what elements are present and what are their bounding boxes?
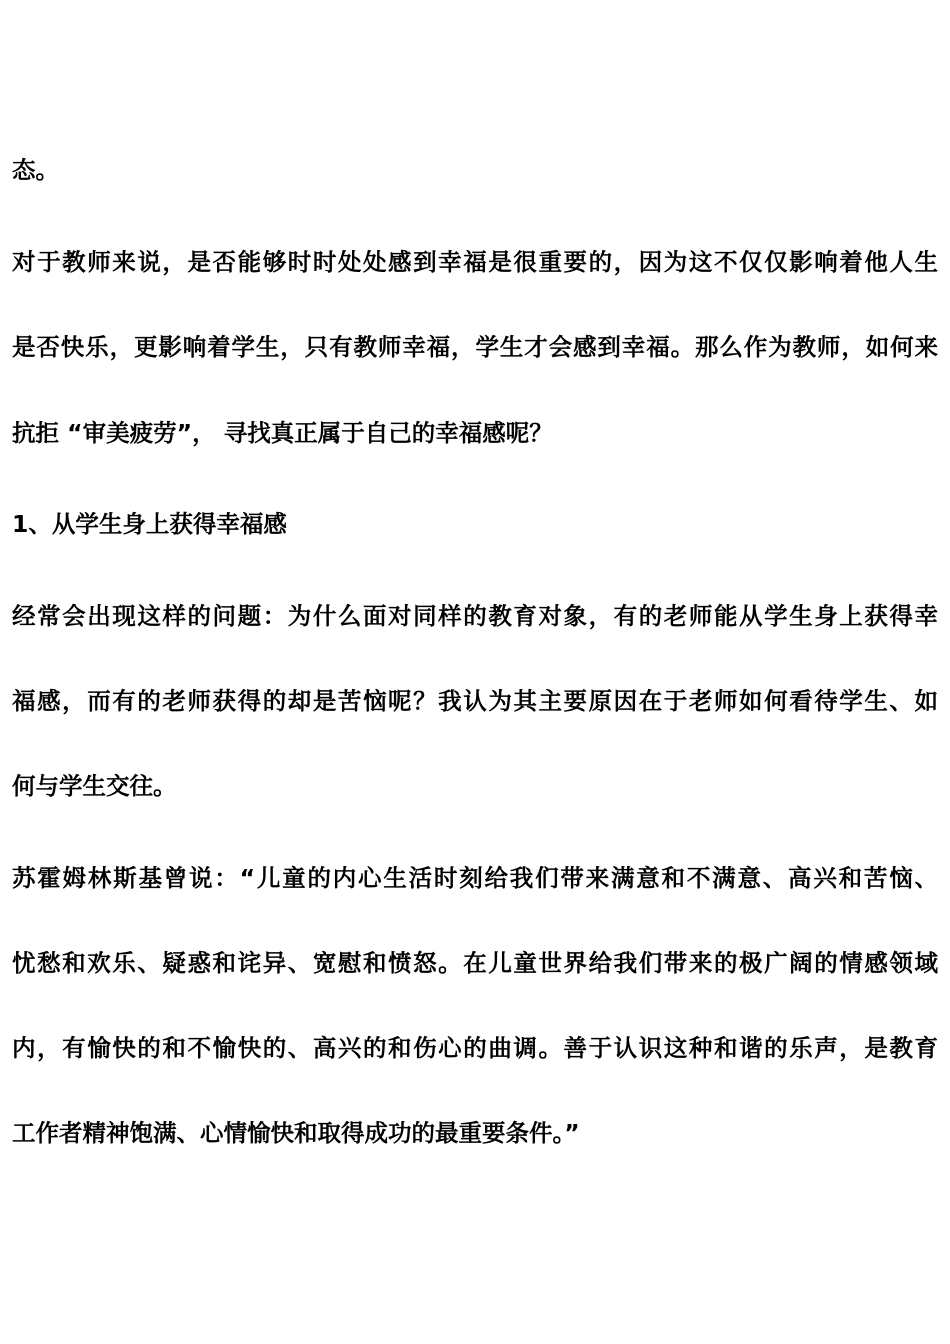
paragraph-line: 福感，而有的老师获得的却是苦恼呢？我认为其主要原因在于老师如何看待学生、如 (12, 687, 938, 715)
paragraph-line: 是否快乐，更影响着学生，只有教师幸福，学生才会感到幸福。那么作为教师，如何来 (12, 333, 938, 361)
paragraph-line: 对于教师来说，是否能够时时处处感到幸福是很重要的，因为这不仅仅影响着他人生 (12, 248, 938, 276)
paragraph-line: 抗拒 “审美疲劳”， 寻找真正属于自己的幸福感呢？ (12, 419, 553, 447)
paragraph-line: 工作者精神饱满、心情愉快和取得成功的最重要条件。” (12, 1119, 580, 1147)
paragraph-line: 经常会出现这样的问题：为什么面对同样的教育对象，有的老师能从学生身上获得幸 (12, 602, 938, 630)
paragraph-line: 态。 (12, 156, 59, 184)
paragraph-line: 何与学生交往。 (12, 772, 177, 800)
section-heading: 1、从学生身上获得幸福感 (12, 510, 287, 538)
paragraph-line: 忧愁和欢乐、疑惑和诧异、宽慰和愤怒。在儿童世界给我们带来的极广阔的情感领域 (12, 949, 938, 977)
paragraph-line: 苏霍姆林斯基曾说：“儿童的内心生活时刻给我们带来满意和不满意、高兴和苦恼、 (12, 864, 938, 892)
paragraph-line: 内，有愉快的和不愉快的、高兴的和伤心的曲调。善于认识这种和谐的乐声，是教育 (12, 1034, 938, 1062)
